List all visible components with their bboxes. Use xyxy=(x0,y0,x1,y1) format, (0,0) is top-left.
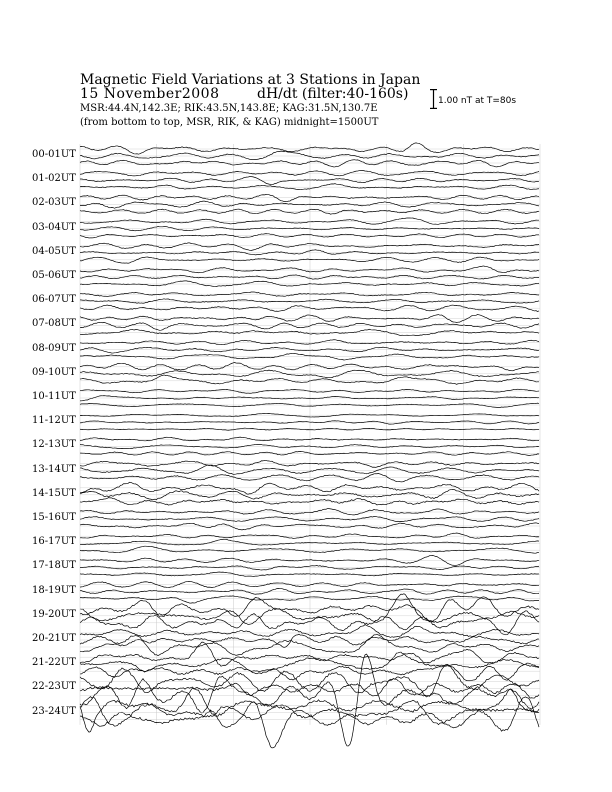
trace-kag xyxy=(80,533,539,538)
trace-rik xyxy=(80,566,539,570)
trace-msr xyxy=(80,184,539,190)
trace-kag xyxy=(80,243,539,251)
chart-date: 15 November2008 xyxy=(80,86,220,102)
chart-quantity: dH/dt (filter:40-160s) xyxy=(257,86,409,102)
trace-rik xyxy=(80,396,539,401)
hour-label: 00-01UT xyxy=(32,149,76,160)
trace-rik xyxy=(80,151,539,160)
trace-msr xyxy=(80,234,539,238)
trace-kag xyxy=(80,340,539,345)
trace-rik xyxy=(80,594,539,625)
trace-msr xyxy=(80,209,539,214)
station-coordinates: MSR:44.4N,142.3E; RIK:43.5N,143.8E; KAG:31.5N,130.7E xyxy=(80,103,378,114)
hour-label: 11-12UT xyxy=(32,415,76,427)
hour-label: 09-10UT xyxy=(32,366,76,378)
trace-rik xyxy=(80,177,539,185)
trace-msr xyxy=(80,160,539,167)
trace-kag xyxy=(80,509,539,515)
trace-msr xyxy=(80,523,539,530)
trace-msr xyxy=(80,403,539,407)
trace-rik xyxy=(80,347,539,353)
hour-label: 03-04UT xyxy=(32,221,76,233)
trace-msr xyxy=(80,546,539,553)
trace-kag xyxy=(80,460,539,467)
trace-rik xyxy=(80,465,539,474)
trace-kag xyxy=(80,389,539,393)
trace-kag xyxy=(80,218,539,224)
trace-kag xyxy=(80,143,539,154)
station-order-note: (from bottom to top, MSR, RIK, & KAG) midnight=1500UT xyxy=(80,117,379,128)
hour-label: 17-18UT xyxy=(32,560,76,572)
trace-rik xyxy=(80,250,539,255)
hour-label: 16-17UT xyxy=(32,536,76,548)
hour-label: 18-19UT xyxy=(32,584,76,596)
hour-label: 20-21UT xyxy=(32,633,76,644)
trace-kag xyxy=(80,266,539,273)
trace-rik xyxy=(80,227,539,231)
trace-kag xyxy=(80,195,539,202)
chart-title: Magnetic Field Variations at 3 Stations in Japan xyxy=(80,72,421,88)
hour-label: 08-09UT xyxy=(32,342,76,354)
trace-rik xyxy=(80,634,539,647)
hour-label: 14-15UT xyxy=(32,487,76,499)
hour-label: 04-05UT xyxy=(32,245,76,257)
trace-kag xyxy=(80,642,539,666)
hour-label: 10-11UT xyxy=(32,391,76,402)
trace-msr xyxy=(80,572,539,576)
trace-msr xyxy=(80,663,539,681)
trace-rik xyxy=(80,421,539,424)
trace-rik xyxy=(80,201,539,208)
hour-label: 02-03UT xyxy=(32,197,76,209)
hour-label: 01-02UT xyxy=(32,173,76,185)
trace-rik xyxy=(80,697,539,727)
trace-rik xyxy=(80,322,539,330)
trace-rik xyxy=(80,588,539,594)
hour-label: 21-22UT xyxy=(32,657,76,669)
trace-kag xyxy=(80,625,539,638)
hour-label: 23-24UT xyxy=(32,705,76,717)
trace-kag xyxy=(80,688,539,732)
scale-label: 1.00 nT at T=80s xyxy=(438,96,517,106)
trace-msr xyxy=(80,257,539,263)
trace-msr xyxy=(80,596,539,603)
trace-kag xyxy=(80,437,539,441)
hour-label: 19-20UT xyxy=(32,608,76,620)
trace-msr xyxy=(80,375,539,384)
hour-label: 12-13UT xyxy=(32,439,76,451)
trace-msr xyxy=(80,281,539,287)
hour-label: 07-08UT xyxy=(32,318,76,330)
hour-label: 05-06UT xyxy=(32,270,76,281)
trace-rik xyxy=(80,539,539,545)
hour-label: 15-16UT xyxy=(32,512,76,523)
hour-label: 06-07UT xyxy=(32,294,76,306)
hour-label: 22-23UT xyxy=(32,681,76,693)
hour-label: 13-14UT xyxy=(32,463,76,475)
trace-kag xyxy=(80,482,539,494)
